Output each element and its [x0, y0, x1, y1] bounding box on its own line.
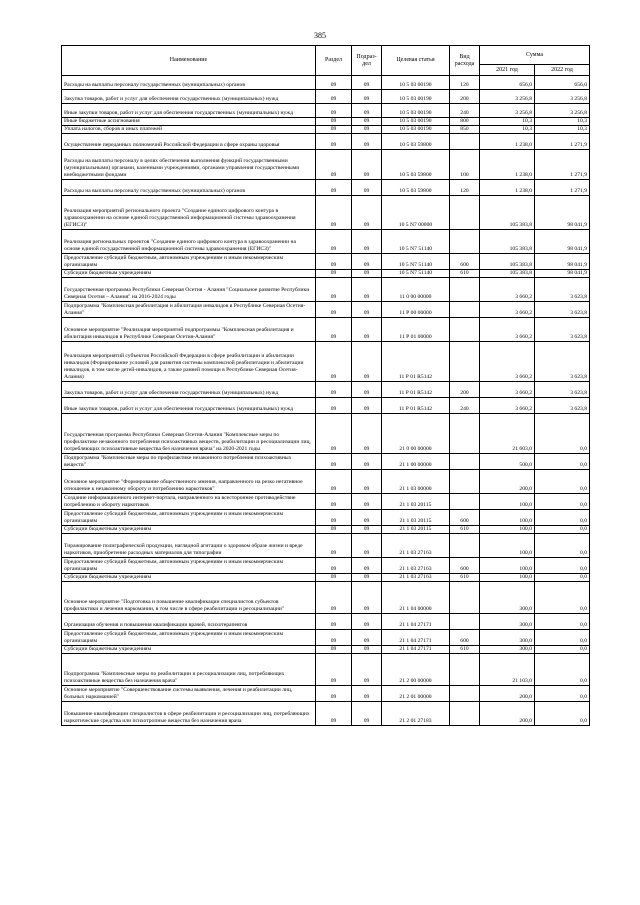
row-section: 09: [316, 180, 352, 196]
row-sum-2022: 0,0: [535, 558, 590, 574]
row-sum-2021: 200,0: [480, 686, 535, 702]
table-row: [62, 454, 590, 470]
row-target-article: 11 Р 01 R5142: [382, 342, 450, 382]
row-name: Субсидии бюджетным учреждениям: [62, 646, 316, 654]
row-sum-2021: 21 103,0: [480, 654, 535, 686]
row-sum-2021: 300,0: [480, 614, 535, 630]
row-subsection: 09: [352, 414, 382, 454]
row-section: 09: [316, 702, 352, 726]
row-subsection: 09: [352, 254, 382, 270]
row-expense-type: [450, 470, 480, 494]
row-name: Тиражирование полиграфической продукции, наглядной агитации о здоровом образе жизни и вреде наркотиков, приобретение расходных материалов для типографии: [62, 534, 316, 558]
row-target-article: 10 5 03 59800: [382, 150, 450, 180]
row-sum-2022: 0,0: [535, 534, 590, 558]
row-target-article: 11 0 00 00000: [382, 278, 450, 302]
row-name: Создание информационного интернет-портала, направленного на всестороннее противодействие потреблению и обороту наркотиков: [62, 494, 316, 510]
row-name: Расходы на выплаты персоналу в целях обеспечения выполнения функций государственными (муниципальными) органами, казенными учреждениями, органами управления государственными внебюджетными фондами: [62, 150, 316, 180]
row-section: 09: [316, 510, 352, 526]
row-section: 09: [316, 254, 352, 270]
row-sum-2021: 1 238,0: [480, 134, 535, 150]
row-expense-type: [450, 534, 480, 558]
row-target-article: 21 1 03 27163: [382, 534, 450, 558]
row-name: Предоставление субсидий бюджетным, автономным учреждениям и иным некоммерческим организациям: [62, 630, 316, 646]
row-section: 09: [316, 90, 352, 104]
row-name: Подпрограмма "Комплексные меры по реабилитации и ресоциализации лиц, потребляющих психоактивные вещества без назначения врача": [62, 654, 316, 686]
row-expense-type: [450, 302, 480, 318]
row-sum-2022: 3 256,8: [535, 90, 590, 104]
row-target-article: 10 5 N7 51140: [382, 254, 450, 270]
row-sum-2022: 3 623,8: [535, 318, 590, 342]
table-row: [62, 318, 590, 342]
row-subsection: 09: [352, 534, 382, 558]
row-target-article: 21 1 04 27171: [382, 614, 450, 630]
row-sum-2021: 200,0: [480, 470, 535, 494]
table-row: [62, 254, 590, 270]
row-subsection: 09: [352, 302, 382, 318]
row-expense-type: 610: [450, 270, 480, 278]
row-section: 09: [316, 534, 352, 558]
row-subsection: 09: [352, 654, 382, 686]
page-number: 385: [314, 31, 326, 40]
table-row: [62, 630, 590, 646]
row-name: Расходы на выплаты персоналу государственных (муниципальных) органов: [62, 180, 316, 196]
row-target-article: 10 5 N7 51140: [382, 230, 450, 254]
row-name: Повышение квалификации специалистов в сфере реабилитации и ресоциализации лиц, потребляющих наркотические средства или психотропные вещества без назначения врача: [62, 702, 316, 726]
header-name: Наименование: [62, 46, 316, 76]
row-expense-type: [450, 134, 480, 150]
header-expense-type: Вид расхода: [450, 46, 480, 76]
row-target-article: 21 1 00 00000: [382, 454, 450, 470]
row-target-article: 10 5 03 00190: [382, 104, 450, 118]
row-section: 09: [316, 76, 352, 90]
row-sum-2022: 1 271,9: [535, 134, 590, 150]
table-row: [62, 104, 590, 118]
table-row: [62, 614, 590, 630]
row-section: 09: [316, 302, 352, 318]
row-sum-2021: 10,3: [480, 126, 535, 134]
row-subsection: 09: [352, 126, 382, 134]
row-expense-type: 100: [450, 150, 480, 180]
row-sum-2022: 0,0: [535, 582, 590, 614]
row-expense-type: 240: [450, 398, 480, 414]
row-sum-2021: 300,0: [480, 646, 535, 654]
row-section: 09: [316, 270, 352, 278]
row-section: 09: [316, 118, 352, 126]
row-subsection: 09: [352, 614, 382, 630]
row-subsection: 09: [352, 134, 382, 150]
row-name: Основное мероприятие "Формирование общественного мнения, направленного на резко негативное отношение к незаконному обороту и потреблению наркотиков": [62, 470, 316, 494]
row-name: Реализация мероприятий регионального проекта "Создание единого цифрового контура в здравоохранении на основе единой государственной информационной системы здравоохранения (ЕГИСЗ)": [62, 196, 316, 230]
row-sum-2021: 21 603,0: [480, 414, 535, 454]
row-name: Уплата налогов, сборов и иных платежей: [62, 126, 316, 134]
row-expense-type: [450, 454, 480, 470]
table-row: [62, 686, 590, 702]
row-sum-2022: 3 623,8: [535, 342, 590, 382]
row-subsection: 09: [352, 494, 382, 510]
row-target-article: 11 Р 00 00000: [382, 302, 450, 318]
row-sum-2022: 0,0: [535, 614, 590, 630]
header-year-2021: 2021 год: [480, 65, 535, 76]
row-sum-2022: 656,0: [535, 76, 590, 90]
row-section: 09: [316, 382, 352, 398]
row-sum-2022: 0,0: [535, 526, 590, 534]
row-name: Государственная программа Республики Северная Осетия-Алания "Комплексные меры по профилактике незаконного потребления психоактивных веществ, реабилитации и ресоциализации лиц, потребляющих психоактивные вещества без назначения врача" на 2020-2021 годы: [62, 414, 316, 454]
row-target-article: 21 1 03 27163: [382, 574, 450, 582]
row-name: Предоставление субсидий бюджетным, автономным учреждениям и иным некоммерческим организациям: [62, 558, 316, 574]
row-subsection: 09: [352, 398, 382, 414]
row-name: Закупка товаров, работ и услуг для обеспечения государственных (муниципальных) нужд: [62, 382, 316, 398]
table-row: [62, 150, 590, 180]
row-target-article: 21 1 04 27171: [382, 646, 450, 654]
table-row: [62, 230, 590, 254]
row-subsection: 09: [352, 230, 382, 254]
table-row: [62, 134, 590, 150]
row-section: 09: [316, 582, 352, 614]
row-sum-2021: 3 256,8: [480, 104, 535, 118]
table-row: [62, 494, 590, 510]
row-sum-2022: 10,3: [535, 118, 590, 126]
row-expense-type: [450, 702, 480, 726]
row-sum-2022: 0,0: [535, 686, 590, 702]
row-target-article: 10 5 N7 00000: [382, 196, 450, 230]
row-sum-2021: 3 660,2: [480, 342, 535, 382]
table-row: [62, 126, 590, 134]
row-section: 09: [316, 126, 352, 134]
row-sum-2022: 98 041,9: [535, 270, 590, 278]
row-expense-type: [450, 582, 480, 614]
row-sum-2022: 0,0: [535, 510, 590, 526]
row-sum-2021: 100,0: [480, 526, 535, 534]
table-row: [62, 270, 590, 278]
row-expense-type: [450, 654, 480, 686]
row-name: Подпрограмма "Комплексные меры по профилактике незаконного потребления психоактивных веществ": [62, 454, 316, 470]
row-subsection: 09: [352, 76, 382, 90]
row-target-article: 10 5 03 00190: [382, 118, 450, 126]
row-target-article: 10 5 03 00190: [382, 76, 450, 90]
table-row: [62, 342, 590, 382]
row-target-article: 21 1 03 20115: [382, 494, 450, 510]
row-name: Иные бюджетные ассигнования: [62, 118, 316, 126]
row-section: 09: [316, 318, 352, 342]
row-subsection: 09: [352, 278, 382, 302]
row-target-article: 21 1 04 00000: [382, 582, 450, 614]
row-expense-type: 850: [450, 126, 480, 134]
row-sum-2021: 656,0: [480, 76, 535, 90]
row-sum-2021: 1 238,0: [480, 180, 535, 196]
row-sum-2021: 3 660,2: [480, 398, 535, 414]
table-row: [62, 382, 590, 398]
row-sum-2021: 100,0: [480, 558, 535, 574]
row-section: 09: [316, 150, 352, 180]
row-section: 09: [316, 654, 352, 686]
row-section: 09: [316, 414, 352, 454]
row-sum-2022: 3 256,8: [535, 104, 590, 118]
row-name: Государственная программа Республики Северная Осетия - Алания "Социальное развитие Республики Северная Осетия – Алания" на 2016-2024 годы: [62, 278, 316, 302]
row-sum-2021: 100,0: [480, 494, 535, 510]
row-sum-2022: 98 041,9: [535, 230, 590, 254]
row-expense-type: [450, 318, 480, 342]
row-subsection: 09: [352, 150, 382, 180]
row-target-article: 10 5 03 59800: [382, 180, 450, 196]
row-subsection: 09: [352, 90, 382, 104]
row-name: Предоставление субсидий бюджетным, автономным учреждениям и иным некоммерческим организациям: [62, 254, 316, 270]
row-name: Расходы на выплаты персоналу государственных (муниципальных) органов: [62, 76, 316, 90]
row-sum-2022: 0,0: [535, 630, 590, 646]
row-expense-type: [450, 614, 480, 630]
row-section: 09: [316, 574, 352, 582]
row-subsection: 09: [352, 270, 382, 278]
table-row: [62, 702, 590, 726]
row-expense-type: [450, 196, 480, 230]
row-target-article: 10 5 03 00190: [382, 126, 450, 134]
row-name: Субсидии бюджетным учреждениям: [62, 574, 316, 582]
row-target-article: 21 1 03 00000: [382, 470, 450, 494]
row-subsection: 09: [352, 646, 382, 654]
row-target-article: 21 1 04 27171: [382, 630, 450, 646]
row-subsection: 09: [352, 510, 382, 526]
row-section: 09: [316, 134, 352, 150]
row-section: 09: [316, 630, 352, 646]
row-sum-2022: 0,0: [535, 574, 590, 582]
row-name: Иные закупки товаров, работ и услуг для обеспечения государственных (муниципальных) нужд: [62, 398, 316, 414]
row-sum-2021: 105 383,8: [480, 254, 535, 270]
row-sum-2022: 0,0: [535, 454, 590, 470]
row-name: Основное мероприятие "Совершенствование системы выявления, лечения и реабилитации лиц, больных наркоманией": [62, 686, 316, 702]
table-row: [62, 302, 590, 318]
row-subsection: 09: [352, 382, 382, 398]
row-subsection: 09: [352, 574, 382, 582]
header-year-2022: 2022 год: [535, 65, 590, 76]
budget-table: [61, 45, 590, 726]
row-expense-type: 600: [450, 510, 480, 526]
row-subsection: 09: [352, 196, 382, 230]
row-sum-2021: 1 238,0: [480, 150, 535, 180]
row-subsection: 09: [352, 470, 382, 494]
row-sum-2021: 200,0: [480, 702, 535, 726]
header-subsection: Подраз-дел: [352, 46, 382, 76]
row-expense-type: 610: [450, 646, 480, 654]
row-expense-type: [450, 686, 480, 702]
row-target-article: 21 2 00 00000: [382, 654, 450, 686]
header-row: [62, 46, 590, 65]
row-expense-type: 600: [450, 630, 480, 646]
row-subsection: 09: [352, 630, 382, 646]
table-row: [62, 118, 590, 126]
row-expense-type: 610: [450, 526, 480, 534]
table-row: [62, 414, 590, 454]
row-section: 09: [316, 494, 352, 510]
table-row: [62, 90, 590, 104]
row-section: 09: [316, 526, 352, 534]
row-name: Организация обучения и повышения квалификации врачей, психотерапевтов: [62, 614, 316, 630]
table-row: [62, 558, 590, 574]
row-sum-2021: 105 383,8: [480, 230, 535, 254]
row-section: 09: [316, 686, 352, 702]
row-name: Подпрограмма "Комплексная реабилитация и абилитация инвалидов в Республике Северная Осетия-Алания": [62, 302, 316, 318]
row-subsection: 09: [352, 118, 382, 126]
row-subsection: 09: [352, 180, 382, 196]
row-target-article: 11 Р 01 R5142: [382, 398, 450, 414]
row-section: 09: [316, 398, 352, 414]
row-subsection: 09: [352, 686, 382, 702]
row-section: 09: [316, 558, 352, 574]
row-sum-2021: 3 660,2: [480, 302, 535, 318]
row-subsection: 09: [352, 454, 382, 470]
row-expense-type: [450, 230, 480, 254]
row-expense-type: [450, 278, 480, 302]
row-subsection: 09: [352, 558, 382, 574]
row-expense-type: 120: [450, 180, 480, 196]
row-subsection: 09: [352, 104, 382, 118]
row-name: Реализация мероприятий субъектов Российской Федерации в сфере реабилитации и абилитации инвалидов (Формирование условий для развития системы комплексной реабилитации и абилитации инвалидов, в том числе детей-инвалидов, а также ранней помощи в Республике Северная Осетия-Алания): [62, 342, 316, 382]
row-target-article: 11 Р 01 00000: [382, 318, 450, 342]
table-row: [62, 646, 590, 654]
row-expense-type: 610: [450, 574, 480, 582]
row-name: Осуществление переданных полномочий Российской Федерации в сфере охраны здоровья: [62, 134, 316, 150]
table-row: [62, 398, 590, 414]
table-row: [62, 526, 590, 534]
row-sum-2021: 3 256,8: [480, 90, 535, 104]
row-name: Иные закупки товаров, работ и услуг для обеспечения государственных (муниципальных) нужд: [62, 104, 316, 118]
row-target-article: 21 2 01 00000: [382, 686, 450, 702]
row-sum-2021: 300,0: [480, 630, 535, 646]
table-row: [62, 534, 590, 558]
row-expense-type: 600: [450, 254, 480, 270]
row-expense-type: 120: [450, 76, 480, 90]
row-sum-2022: 10,3: [535, 126, 590, 134]
table-row: [62, 180, 590, 196]
row-section: 09: [316, 230, 352, 254]
row-expense-type: 800: [450, 118, 480, 126]
row-name: Закупка товаров, работ и услуг для обеспечения государственных (муниципальных) нужд: [62, 90, 316, 104]
row-target-article: 21 1 03 20115: [382, 526, 450, 534]
row-section: 09: [316, 646, 352, 654]
row-target-article: 10 5 03 59800: [382, 134, 450, 150]
row-sum-2022: 3 623,8: [535, 278, 590, 302]
row-sum-2021: 100,0: [480, 510, 535, 526]
row-target-article: 21 1 03 27163: [382, 558, 450, 574]
row-sum-2022: 98 041,9: [535, 196, 590, 230]
row-section: 09: [316, 470, 352, 494]
row-target-article: 10 5 03 00190: [382, 90, 450, 104]
row-section: 09: [316, 104, 352, 118]
header-sum: Сумма: [480, 46, 590, 65]
row-section: 09: [316, 196, 352, 230]
row-expense-type: [450, 342, 480, 382]
row-expense-type: 600: [450, 558, 480, 574]
table-row: [62, 654, 590, 686]
row-sum-2021: 105 383,8: [480, 270, 535, 278]
row-sum-2021: 3 660,2: [480, 382, 535, 398]
row-sum-2022: 0,0: [535, 654, 590, 686]
row-name: Предоставление субсидий бюджетным, автономным учреждениям и иным некоммерческим организациям: [62, 510, 316, 526]
row-expense-type: 200: [450, 90, 480, 104]
row-sum-2021: 100,0: [480, 574, 535, 582]
row-subsection: 09: [352, 526, 382, 534]
row-name: Основное мероприятие "Подготовка и повышение квалификации специалистов субъектов профилактики и лечения наркомании, в том числе в сфере реабилитации и ресоциализации": [62, 582, 316, 614]
row-name: Субсидии бюджетным учреждениям: [62, 526, 316, 534]
table-row: [62, 574, 590, 582]
row-target-article: 21 2 01 27183: [382, 702, 450, 726]
row-name: Субсидии бюджетным учреждениям: [62, 270, 316, 278]
row-subsection: 09: [352, 342, 382, 382]
table-row: [62, 470, 590, 494]
row-subsection: 09: [352, 318, 382, 342]
table-row: [62, 196, 590, 230]
row-sum-2022: 0,0: [535, 494, 590, 510]
row-sum-2021: 3 660,2: [480, 278, 535, 302]
row-name: Реализация региональных проектов "Создание единого цифрового контура в здравоохранении на основе единой государственной информационной системы здравоохранения (ЕГИСЗ)": [62, 230, 316, 254]
row-section: 09: [316, 614, 352, 630]
row-expense-type: [450, 414, 480, 454]
row-sum-2022: 1 271,9: [535, 180, 590, 196]
row-sum-2021: 10,3: [480, 118, 535, 126]
row-expense-type: 200: [450, 382, 480, 398]
row-name: Основное мероприятие "Реализация мероприятий подпрограммы "Комплексная реабилитация и абилитация инвалидов в Республике Северная Осетия-Алания": [62, 318, 316, 342]
row-target-article: 21 0 00 00000: [382, 414, 450, 454]
table-row: [62, 76, 590, 90]
row-subsection: 09: [352, 702, 382, 726]
row-sum-2022: 1 271,9: [535, 150, 590, 180]
row-section: 09: [316, 342, 352, 382]
row-sum-2022: 3 623,8: [535, 398, 590, 414]
header-section: Раздел: [316, 46, 352, 76]
row-target-article: 11 Р 01 R5142: [382, 382, 450, 398]
row-sum-2022: 3 623,8: [535, 382, 590, 398]
row-expense-type: 240: [450, 104, 480, 118]
row-sum-2022: 0,0: [535, 470, 590, 494]
row-expense-type: [450, 494, 480, 510]
table-row: [62, 278, 590, 302]
row-section: 09: [316, 454, 352, 470]
row-sum-2022: 0,0: [535, 646, 590, 654]
row-target-article: 21 1 03 20115: [382, 510, 450, 526]
row-section: 09: [316, 278, 352, 302]
row-sum-2022: 3 623,8: [535, 302, 590, 318]
row-subsection: 09: [352, 582, 382, 614]
table-row: [62, 582, 590, 614]
header-target-article: Целевая статья: [382, 46, 450, 76]
row-sum-2022: 0,0: [535, 702, 590, 726]
row-sum-2021: 105 383,8: [480, 196, 535, 230]
row-sum-2021: 500,0: [480, 454, 535, 470]
table-body: [62, 76, 590, 726]
row-sum-2022: 0,0: [535, 414, 590, 454]
table-row: [62, 510, 590, 526]
row-sum-2021: 3 660,2: [480, 318, 535, 342]
row-sum-2021: 300,0: [480, 582, 535, 614]
row-sum-2022: 98 041,9: [535, 254, 590, 270]
row-target-article: 10 5 N7 51140: [382, 270, 450, 278]
row-sum-2021: 100,0: [480, 534, 535, 558]
